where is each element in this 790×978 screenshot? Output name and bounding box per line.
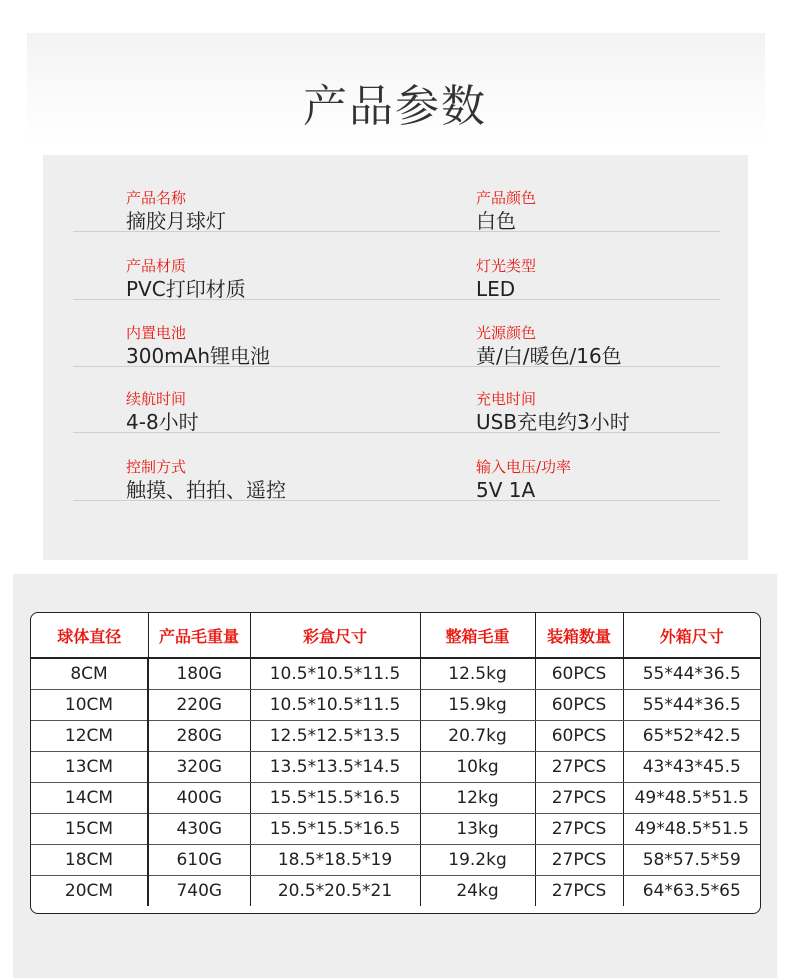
spec-value: 黄/白/暖色/16色 (476, 344, 622, 368)
spec-label: 控制方式 (126, 458, 187, 476)
spec-value: 300mAh锂电池 (126, 344, 271, 368)
table-cell: 180G (148, 658, 250, 689)
table-cell: 430G (148, 813, 250, 844)
size-table (31, 613, 760, 906)
table-cell: 400G (148, 782, 250, 813)
table-cell: 20.5*20.5*21 (250, 875, 420, 906)
table-cell: 24kg (420, 875, 535, 906)
table-cell: 43*43*45.5 (623, 751, 760, 782)
table-cell: 27PCS (535, 813, 623, 844)
column-header: 整箱毛重 (420, 613, 535, 658)
table-cell: 58*57.5*59 (623, 844, 760, 875)
spec-item (476, 434, 776, 503)
table-cell: 60PCS (535, 658, 623, 689)
table-cell: 10.5*10.5*11.5 (250, 658, 420, 689)
table-cell: 12kg (420, 782, 535, 813)
spec-item (126, 434, 426, 503)
table-row (31, 813, 760, 844)
spec-item (476, 165, 776, 234)
table-row (31, 720, 760, 751)
spec-value: 5V 1A (476, 478, 536, 502)
column-header: 外箱尺寸 (623, 613, 760, 658)
table-cell: 10kg (420, 751, 535, 782)
spec-label: 续航时间 (126, 390, 187, 408)
table-cell: 64*63.5*65 (642, 880, 741, 901)
spec-label: 产品颜色 (476, 189, 537, 207)
spec-value: LED (476, 277, 516, 301)
table-row (31, 689, 760, 720)
table-cell: 12CM (31, 720, 148, 751)
spec-value: 摘胶月球灯 (126, 209, 226, 233)
table-cell: 27PCS (535, 782, 623, 813)
table-cell: 12.5kg (420, 658, 535, 689)
spec-item (126, 165, 426, 234)
table-cell: 8CM (31, 658, 148, 689)
spec-label: 光源颜色 (476, 324, 537, 342)
spec-value: 白色 (476, 209, 516, 233)
table-cell: 49*48.5*51.5 (623, 782, 760, 813)
spec-label: 灯光类型 (476, 257, 537, 275)
column-header: 装箱数量 (535, 613, 623, 658)
table-cell: 280G (148, 720, 250, 751)
table-cell: 60PCS (535, 689, 623, 720)
spec-label: 产品名称 (126, 189, 187, 207)
spec-label: 充电时间 (476, 390, 537, 408)
table-cell: 60PCS (535, 720, 623, 751)
spec-row (73, 165, 720, 232)
table-cell: 55*44*36.5 (623, 689, 760, 720)
table-row (31, 658, 760, 689)
table-cell: 13kg (420, 813, 535, 844)
spec-label: 输入电压/功率 (476, 458, 572, 476)
table-cell: 740G (148, 875, 250, 906)
table-cell: 15.5*15.5*16.5 (250, 813, 420, 844)
table-cell: 320G (148, 751, 250, 782)
table-cell: 20.7kg (420, 720, 535, 751)
table-cell: 65*52*42.5 (623, 720, 760, 751)
table-cell: 220G (148, 689, 250, 720)
table-cell: 15.5*15.5*16.5 (250, 782, 420, 813)
spec-item (126, 233, 426, 302)
table-row (31, 751, 760, 782)
table-cell: 14CM (31, 782, 148, 813)
spec-item (126, 366, 426, 435)
table-cell: 15.9kg (420, 689, 535, 720)
table-cell: 49*48.5*51.5 (623, 813, 760, 844)
table-header-row (31, 613, 760, 658)
spec-item (126, 300, 426, 369)
spec-item (476, 233, 776, 302)
spec-row (73, 233, 720, 300)
table-cell: 12.5*12.5*13.5 (250, 720, 420, 751)
table-cell: 55*44*36.5 (623, 658, 760, 689)
table-cell: 15CM (31, 813, 148, 844)
table-cell: 27PCS (535, 875, 623, 906)
spec-value: 4-8小时 (126, 410, 199, 434)
table-cell: 27PCS (535, 751, 623, 782)
table-cell: 18CM (31, 844, 148, 875)
spec-label: 内置电池 (126, 324, 187, 342)
table-row (31, 875, 760, 906)
spec-label: 产品材质 (126, 257, 187, 275)
column-header: 球体直径 (31, 613, 148, 658)
table-cell: 19.2kg (420, 844, 535, 875)
size-table-frame (30, 612, 761, 914)
column-header: 产品毛重量 (148, 613, 250, 658)
table-cell: 20CM (31, 875, 148, 906)
spec-value: 触摸、拍拍、遥控 (126, 478, 286, 502)
table-cell: 27PCS (535, 844, 623, 875)
table-cell: 10.5*10.5*11.5 (250, 689, 420, 720)
column-header: 彩盒尺寸 (250, 613, 420, 658)
spec-value: PVC打印材质 (126, 277, 246, 301)
table-cell: 610G (148, 844, 250, 875)
table-row (31, 782, 760, 813)
spec-value: USB充电约3小时 (476, 410, 630, 434)
spec-row (73, 366, 720, 433)
table-row (31, 844, 760, 875)
spec-item (476, 300, 776, 369)
table-cell: 13.5*13.5*14.5 (250, 751, 420, 782)
table-cell: 13CM (31, 751, 148, 782)
spec-item (476, 366, 776, 435)
spec-row (73, 300, 720, 367)
table-cell: 18.5*18.5*19 (250, 844, 420, 875)
table-cell: 10CM (31, 689, 148, 720)
spec-row (73, 434, 720, 501)
page-title: 产品参数 (303, 81, 487, 132)
